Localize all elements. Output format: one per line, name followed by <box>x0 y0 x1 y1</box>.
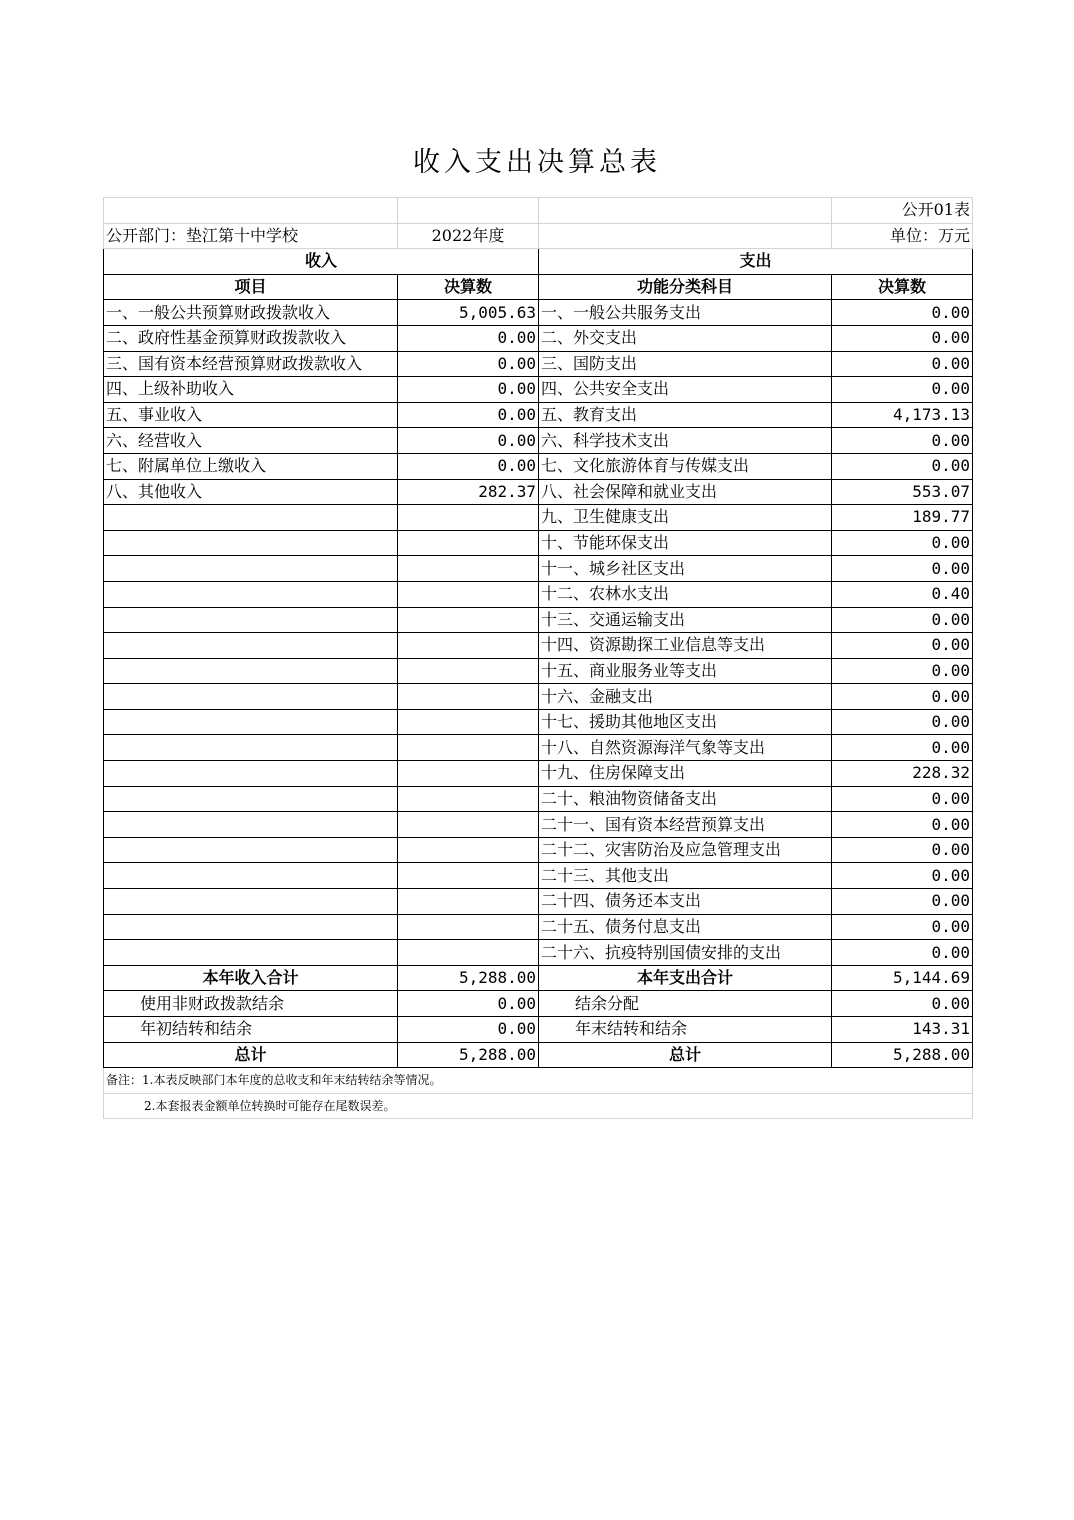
expense-item-name: 九、卫生健康支出 <box>539 505 832 531</box>
expense-item-amount: 0.00 <box>832 786 973 812</box>
expense-item-amount: 0.00 <box>832 837 973 863</box>
report-table <box>103 197 973 1119</box>
expense-item-amount: 0.00 <box>832 658 973 684</box>
expense-item-amount: 189.77 <box>832 505 973 531</box>
expense-item-amount: 0.40 <box>832 581 973 607</box>
income-item-amount <box>398 863 539 889</box>
grand-total-label: 总计 <box>539 1042 832 1068</box>
table-row <box>104 402 973 428</box>
item-column-header: 项目 <box>104 274 398 300</box>
expense-header: 支出 <box>539 249 973 275</box>
expense-item-amount: 0.00 <box>832 863 973 889</box>
income-item-name: 五、事业收入 <box>104 402 398 428</box>
income-item-amount <box>398 735 539 761</box>
income-item-amount <box>398 607 539 633</box>
expense-item-name: 十四、资源勘探工业信息等支出 <box>539 633 832 659</box>
expense-item-amount: 0.00 <box>832 325 973 351</box>
expense-item-name: 十一、城乡社区支出 <box>539 556 832 582</box>
expense-item-name: 七、文化旅游体育与传媒支出 <box>539 453 832 479</box>
fiscal-year: 2022年度 <box>398 223 539 249</box>
note-2: 2.本套报表金额单位转换时可能存在尾数误差。 <box>104 1093 973 1119</box>
grand-total-label: 总计 <box>104 1042 398 1068</box>
income-item-amount <box>398 684 539 710</box>
expense-item-name: 十五、商业服务业等支出 <box>539 658 832 684</box>
expense-item-amount: 0.00 <box>832 377 973 403</box>
expense-item-name: 二十五、债务付息支出 <box>539 914 832 940</box>
expense-item-name: 二十、粮油物资储备支出 <box>539 786 832 812</box>
table-row <box>104 428 973 454</box>
surplus-allocation-label: 结余分配 <box>539 991 832 1017</box>
blank-cell <box>539 223 832 249</box>
income-item-name: 七、附属单位上缴收入 <box>104 453 398 479</box>
table-row <box>104 837 973 863</box>
expense-item-name: 八、社会保障和就业支出 <box>539 479 832 505</box>
income-item-name <box>104 684 398 710</box>
blank-cell <box>539 198 832 224</box>
expense-item-name: 十六、金融支出 <box>539 684 832 710</box>
nonfiscal-surplus-value: 0.00 <box>398 991 539 1017</box>
table-row <box>104 325 973 351</box>
expense-item-name: 二十一、国有资本经营预算支出 <box>539 812 832 838</box>
table-row <box>104 658 973 684</box>
expense-item-amount: 0.00 <box>832 453 973 479</box>
expense-item-name: 二十六、抗疫特别国债安排的支出 <box>539 940 832 966</box>
amount-column-header: 决算数 <box>832 274 973 300</box>
expense-item-name: 十九、住房保障支出 <box>539 761 832 787</box>
unit-label: 单位：万元 <box>832 223 973 249</box>
expense-item-amount: 0.00 <box>832 351 973 377</box>
income-item-name <box>104 735 398 761</box>
income-item-amount <box>398 786 539 812</box>
grand-total-expense: 5,288.00 <box>832 1042 973 1068</box>
ending-balance-value: 143.31 <box>832 1017 973 1043</box>
expense-item-name: 一、一般公共服务支出 <box>539 300 832 326</box>
expense-item-name: 五、教育支出 <box>539 402 832 428</box>
income-item-name: 一、一般公共预算财政拨款收入 <box>104 300 398 326</box>
table-row <box>104 889 973 915</box>
income-item-name <box>104 505 398 531</box>
income-item-amount <box>398 914 539 940</box>
expense-item-amount: 0.00 <box>832 684 973 710</box>
expense-item-amount: 0.00 <box>832 428 973 454</box>
income-item-amount: 0.00 <box>398 351 539 377</box>
income-item-amount: 282.37 <box>398 479 539 505</box>
income-item-name <box>104 607 398 633</box>
blank-cell <box>104 198 398 224</box>
income-item-amount: 0.00 <box>398 402 539 428</box>
year-income-total-label: 本年收入合计 <box>104 965 398 991</box>
beginning-balance-label: 年初结转和结余 <box>104 1017 398 1043</box>
income-item-amount <box>398 837 539 863</box>
table-row <box>104 556 973 582</box>
year-income-total: 5,288.00 <box>398 965 539 991</box>
income-item-amount: 0.00 <box>398 453 539 479</box>
income-item-amount: 0.00 <box>398 428 539 454</box>
income-item-amount <box>398 505 539 531</box>
table-row <box>104 581 973 607</box>
expense-item-name: 十二、农林水支出 <box>539 581 832 607</box>
blank-cell <box>398 198 539 224</box>
form-number: 公开01表 <box>832 198 973 224</box>
expense-item-name: 四、公共安全支出 <box>539 377 832 403</box>
expense-item-amount: 0.00 <box>832 300 973 326</box>
income-item-amount <box>398 761 539 787</box>
expense-item-amount: 0.00 <box>832 633 973 659</box>
expense-item-name: 十七、援助其他地区支出 <box>539 709 832 735</box>
expense-item-name: 十、节能环保支出 <box>539 530 832 556</box>
table-row <box>104 530 973 556</box>
income-item-name: 六、经营收入 <box>104 428 398 454</box>
table-row <box>104 351 973 377</box>
income-item-name: 四、上级补助收入 <box>104 377 398 403</box>
expense-item-amount: 0.00 <box>832 914 973 940</box>
expense-item-name: 十三、交通运输支出 <box>539 607 832 633</box>
expense-item-amount: 0.00 <box>832 940 973 966</box>
table-row <box>104 505 973 531</box>
page-title: 收入支出决算总表 <box>413 147 661 178</box>
table-row <box>104 863 973 889</box>
income-item-name <box>104 812 398 838</box>
income-item-name: 三、国有资本经营预算财政拨款收入 <box>104 351 398 377</box>
income-item-amount <box>398 889 539 915</box>
table-row <box>104 479 973 505</box>
grand-total-income: 5,288.00 <box>398 1042 539 1068</box>
expense-item-name: 二十二、灾害防治及应急管理支出 <box>539 837 832 863</box>
expense-item-amount: 4,173.13 <box>832 402 973 428</box>
table-row <box>104 735 973 761</box>
expense-item-amount: 228.32 <box>832 761 973 787</box>
expense-item-amount: 0.00 <box>832 556 973 582</box>
table-row <box>104 709 973 735</box>
income-item-amount <box>398 633 539 659</box>
income-item-name <box>104 863 398 889</box>
income-item-amount <box>398 812 539 838</box>
table-row <box>104 940 973 966</box>
income-item-name <box>104 889 398 915</box>
income-item-name <box>104 633 398 659</box>
expense-item-amount: 553.07 <box>832 479 973 505</box>
income-item-name <box>104 581 398 607</box>
table-row <box>104 607 973 633</box>
expense-item-amount: 0.00 <box>832 735 973 761</box>
income-item-amount <box>398 940 539 966</box>
table-row <box>104 761 973 787</box>
expense-item-amount: 0.00 <box>832 709 973 735</box>
ending-balance-label: 年末结转和结余 <box>539 1017 832 1043</box>
table-row <box>104 914 973 940</box>
expense-item-amount: 0.00 <box>832 889 973 915</box>
expense-item-name: 二十三、其他支出 <box>539 863 832 889</box>
table-row <box>104 633 973 659</box>
beginning-balance-value: 0.00 <box>398 1017 539 1043</box>
table-row <box>104 453 973 479</box>
income-item-name <box>104 709 398 735</box>
income-header: 收入 <box>104 249 539 275</box>
table-row <box>104 300 973 326</box>
expense-item-amount: 0.00 <box>832 530 973 556</box>
income-item-amount <box>398 658 539 684</box>
income-item-name <box>104 556 398 582</box>
table-row <box>104 377 973 403</box>
expense-item-name: 三、国防支出 <box>539 351 832 377</box>
income-item-name <box>104 837 398 863</box>
table-row <box>104 812 973 838</box>
income-item-amount <box>398 530 539 556</box>
income-item-amount <box>398 709 539 735</box>
income-item-name <box>104 761 398 787</box>
year-expense-total: 5,144.69 <box>832 965 973 991</box>
income-item-name <box>104 530 398 556</box>
income-item-name <box>104 658 398 684</box>
function-column-header: 功能分类科目 <box>539 274 832 300</box>
department-label: 公开部门：垫江第十中学校 <box>104 223 398 249</box>
amount-column-header: 决算数 <box>398 274 539 300</box>
income-item-name <box>104 940 398 966</box>
income-item-name <box>104 914 398 940</box>
expense-item-name: 二十四、债务还本支出 <box>539 889 832 915</box>
table-row <box>104 684 973 710</box>
income-item-amount <box>398 581 539 607</box>
expense-item-amount: 0.00 <box>832 607 973 633</box>
table-row <box>104 786 973 812</box>
income-item-amount <box>398 556 539 582</box>
income-item-name <box>104 786 398 812</box>
surplus-allocation-value: 0.00 <box>832 991 973 1017</box>
year-expense-total-label: 本年支出合计 <box>539 965 832 991</box>
nonfiscal-surplus-label: 使用非财政拨款结余 <box>104 991 398 1017</box>
expense-item-amount: 0.00 <box>832 812 973 838</box>
expense-item-name: 六、科学技术支出 <box>539 428 832 454</box>
income-item-name: 八、其他收入 <box>104 479 398 505</box>
income-item-amount: 0.00 <box>398 325 539 351</box>
income-item-amount: 5,005.63 <box>398 300 539 326</box>
expense-item-name: 十八、自然资源海洋气象等支出 <box>539 735 832 761</box>
expense-item-name: 二、外交支出 <box>539 325 832 351</box>
income-item-amount: 0.00 <box>398 377 539 403</box>
income-item-name: 二、政府性基金预算财政拨款收入 <box>104 325 398 351</box>
note-1: 备注：1.本表反映部门本年度的总收支和年末结转结余等情况。 <box>104 1068 973 1094</box>
